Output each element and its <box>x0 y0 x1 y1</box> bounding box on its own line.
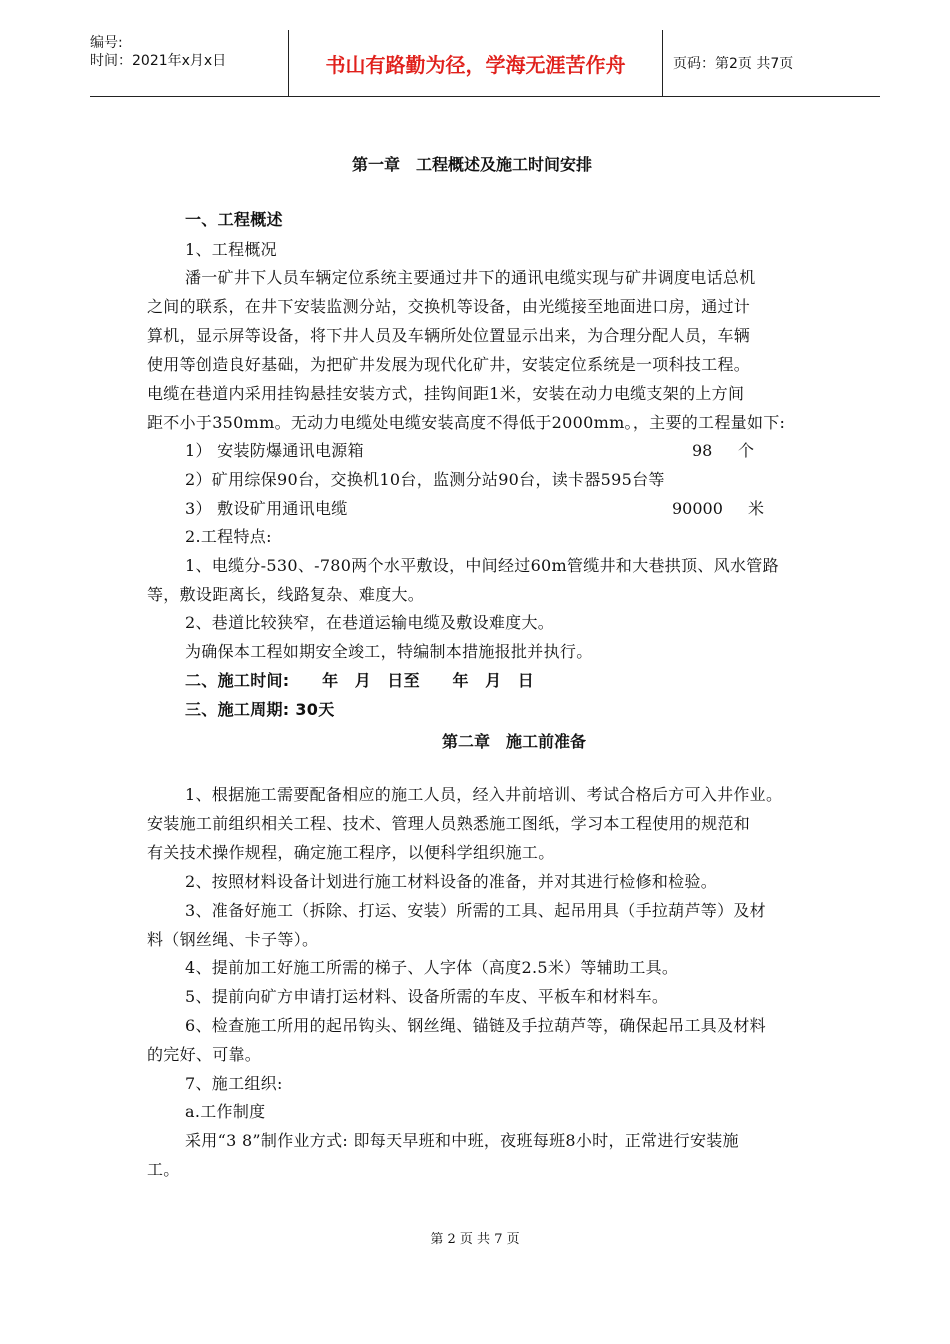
paragraph-line: 使用等创造良好基础，为把矿井发展为现代化矿井，安装定位系统是一项科技工程。 <box>147 355 751 374</box>
page-header <box>90 30 880 97</box>
paragraph-line: 潘一矿井下人员车辆定位系统主要通过井下的通讯电缆实现与矿井调度电话总机 <box>185 268 756 287</box>
section2-heading: 二、施工时间: 年 月 日至 年 月 日 <box>185 671 534 690</box>
chapter1-title: 第一章 工程概述及施工时间安排 <box>352 155 593 174</box>
prep-line: 4、提前加工好施工所需的梯子、人字体（高度2.5米）等辅助工具。 <box>185 958 679 977</box>
prep-line: 2、按照材料设备计划进行施工材料设备的准备，并对其进行检修和检验。 <box>185 872 718 891</box>
prep-line: 工。 <box>147 1160 180 1179</box>
section3-heading: 三、施工周期: 30天 <box>185 700 335 719</box>
paragraph-line: 之间的联系，在井下安装监测分站，交换机等设备，由光缆接至地面进口房，通过计 <box>147 297 751 316</box>
closing-line: 为确保本工程如期安全竣工，特编制本措施报批并执行。 <box>185 642 593 661</box>
quantity-item-unit: 个 <box>738 441 755 460</box>
prep-line: 料（钢丝绳、卡子等）。 <box>147 930 319 949</box>
prep-line: 6、检查施工所用的起吊钩头、钢丝绳、锚链及手拉葫芦等，确保起吊工具及材料 <box>185 1016 766 1035</box>
prep-line: 3、准备好施工（拆除、打运、安装）所需的工具、起吊用具（手拉葫芦等）及材 <box>185 901 766 920</box>
quantity-item-qty: 90000 <box>672 499 723 518</box>
prep-line: a.工作制度 <box>185 1102 266 1121</box>
prep-line: 的完好、可靠。 <box>147 1045 262 1064</box>
paragraph-line: 算机，显示屏等设备，将下井人员及车辆所处位置显示出来，为合理分配人员，车辆 <box>147 326 751 345</box>
feature-line: 等，敷设距离长，线路复杂、难度大。 <box>147 585 425 604</box>
prep-line: 有关技术操作规程，确定施工程序，以便科学组织施工。 <box>147 843 555 862</box>
section1-heading: 一、工程概述 <box>185 210 283 229</box>
prep-line: 安装施工前组织相关工程、技术、管理人员熟悉施工图纸，学习本工程使用的规范和 <box>147 814 751 833</box>
chapter2-title: 第二章 施工前准备 <box>442 732 587 751</box>
prep-line: 采用“3 8”制作业方式: 即每天早班和中班，夜班每班8小时，正常进行安装施 <box>185 1131 739 1150</box>
quantity-item-label: 1） 安装防爆通讯电源箱 <box>185 441 364 460</box>
prep-line: 7、施工组织: <box>185 1074 283 1093</box>
page-footer: 第 2 页 共 7 页 <box>430 1232 520 1247</box>
feature-line: 2、巷道比较狭窄，在巷道运输电缆及敷设难度大。 <box>185 613 555 632</box>
quantity-item-qty: 98 <box>692 441 713 460</box>
prep-line: 5、提前向矿方申请打运材料、设备所需的车皮、平板车和材料车。 <box>185 987 669 1006</box>
header-motto: 书山有路勤为径，学海无涯苦作舟 <box>288 30 663 96</box>
feature-line: 1、电缆分-530、-780两个水平敷设，中间经过60m管缆井和大巷拱顶、风水管路 <box>185 556 779 575</box>
paragraph-line: 电缆在巷道内采用挂钩悬挂安装方式，挂钩间距1米，安装在动力电缆支架的上方间 <box>147 384 745 403</box>
subsection-features: 2.工程特点: <box>185 527 272 546</box>
header-meta <box>90 30 288 96</box>
quantity-item-label: 2）矿用综保90台，交换机10台，监测分站90台，读卡器595台等 <box>185 470 665 489</box>
quantity-item-label: 3） 敷设矿用通讯电缆 <box>185 499 348 518</box>
quantity-item-unit: 米 <box>748 499 765 518</box>
document-number-label: 编号: <box>90 35 123 51</box>
prep-line: 1、根据施工需要配备相应的施工人员，经入井前培训、考试合格后方可入井作业。 <box>185 785 783 804</box>
document-time-label: 时间：2021年x月x日 <box>90 53 227 69</box>
header-page-info: 页码：第2页 共7页 <box>673 56 794 72</box>
paragraph-line: 距不小于350mm。无动力电缆处电缆安装高度不得低于2000mm。，主要的工程量如下: <box>147 413 786 432</box>
subsection-overview: 1、工程概况 <box>185 240 277 259</box>
